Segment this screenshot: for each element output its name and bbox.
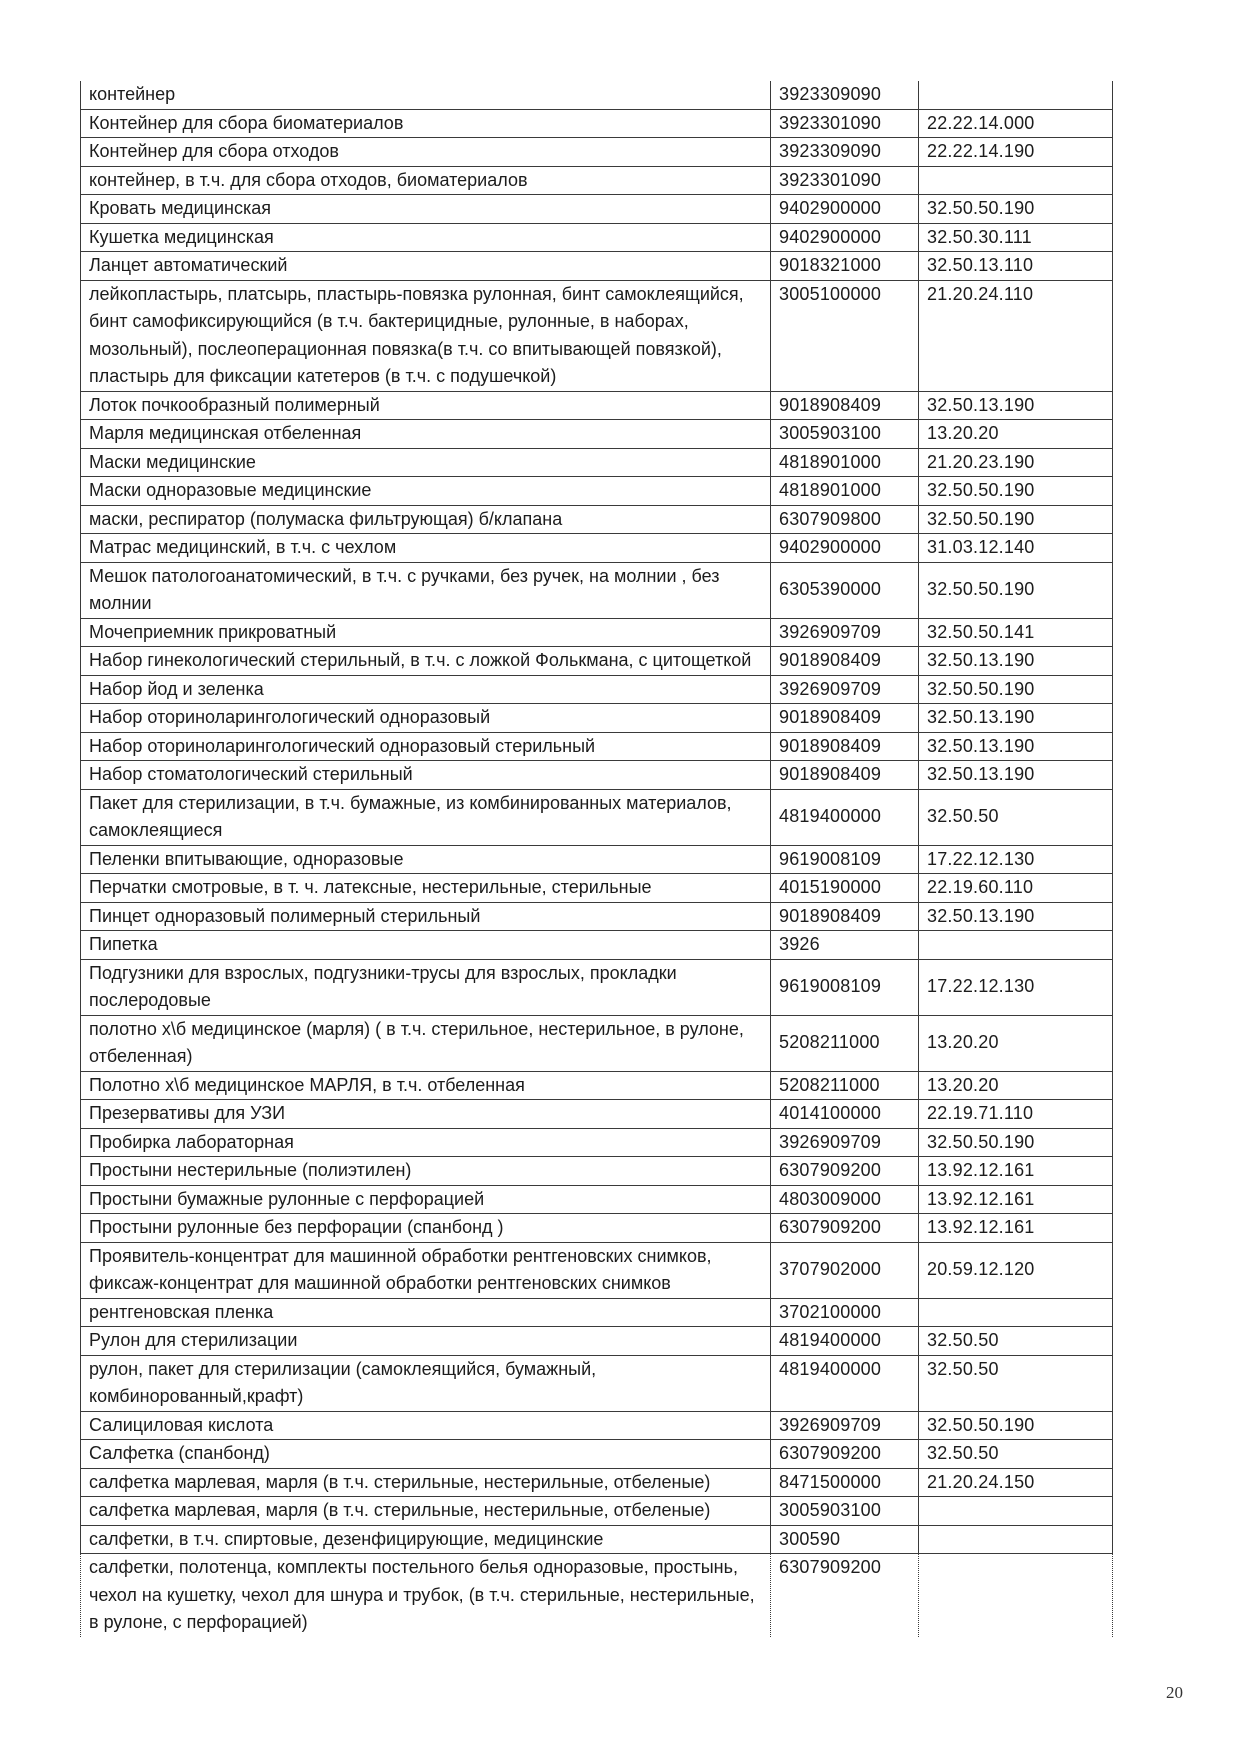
product-name-cell: Набор оториноларингологический одноразовый стерильный [81, 732, 771, 761]
tnved-code-cell: 3707902000 [771, 1242, 919, 1298]
product-name-cell: контейнер [81, 81, 771, 109]
table-row [81, 195, 1113, 224]
product-codes-table [80, 81, 1113, 1637]
okpd2-code-cell: 32.50.50.190 [919, 1411, 1113, 1440]
table-row [81, 618, 1113, 647]
table-row [81, 1440, 1113, 1469]
okpd2-code-cell: 32.50.50.190 [919, 477, 1113, 506]
tnved-code-cell: 6307909800 [771, 505, 919, 534]
table-row [81, 138, 1113, 167]
tnved-code-cell: 6305390000 [771, 562, 919, 618]
okpd2-code-cell: 13.92.12.161 [919, 1214, 1113, 1243]
tnved-code-cell: 3923301090 [771, 109, 919, 138]
table-row [81, 280, 1113, 391]
okpd2-code-cell: 21.20.24.150 [919, 1468, 1113, 1497]
tnved-code-cell: 9018908409 [771, 391, 919, 420]
okpd2-code-cell: 32.50.50 [919, 1327, 1113, 1356]
tnved-code-cell: 3005903100 [771, 1497, 919, 1526]
okpd2-code-cell [919, 1298, 1113, 1327]
okpd2-code-cell: 32.50.13.190 [919, 761, 1113, 790]
product-name-cell: Пипетка [81, 931, 771, 960]
product-name-cell: Пеленки впитывающие, одноразовые [81, 845, 771, 874]
product-name-cell: Контейнер для сбора биоматериалов [81, 109, 771, 138]
table-row [81, 109, 1113, 138]
table-row [81, 845, 1113, 874]
tnved-code-cell: 4014100000 [771, 1100, 919, 1129]
okpd2-code-cell [919, 1554, 1113, 1637]
product-name-cell: Подгузники для взрослых, подгузники-трусы для взрослых, прокладки послеродовые [81, 959, 771, 1015]
product-name-cell: Маски медицинские [81, 448, 771, 477]
table-row [81, 505, 1113, 534]
product-name-cell: салфетки, полотенца, комплекты постельного белья одноразовые, простынь, чехол на кушетку, чехол для шнура и трубок, (в т.ч. стерильные, нестерильные, в рулоне, с перфорацией) [81, 1554, 771, 1637]
table-body [81, 81, 1113, 1637]
okpd2-code-cell [919, 166, 1113, 195]
product-name-cell: маски, респиратор (полумаска фильтрующая) б/клапана [81, 505, 771, 534]
okpd2-code-cell: 32.50.13.190 [919, 647, 1113, 676]
tnved-code-cell: 9018908409 [771, 647, 919, 676]
table-row [81, 1298, 1113, 1327]
table-row [81, 252, 1113, 281]
table-row [81, 732, 1113, 761]
product-name-cell: салфетка марлевая, марля (в т.ч. стерильные, нестерильные, отбеленые) [81, 1497, 771, 1526]
table-row [81, 1100, 1113, 1129]
table-row [81, 959, 1113, 1015]
tnved-code-cell: 9018321000 [771, 252, 919, 281]
product-name-cell: полотно х\б медицинское (марля) ( в т.ч. стерильное, нестерильное, в рулоне, отбеленная) [81, 1015, 771, 1071]
tnved-code-cell: 6307909200 [771, 1440, 919, 1469]
okpd2-code-cell: 32.50.50.190 [919, 195, 1113, 224]
table-row [81, 1071, 1113, 1100]
okpd2-code-cell: 21.20.23.190 [919, 448, 1113, 477]
okpd2-code-cell: 32.50.13.110 [919, 252, 1113, 281]
product-name-cell: Набор стоматологический стерильный [81, 761, 771, 790]
tnved-code-cell: 3926909709 [771, 675, 919, 704]
tnved-code-cell: 3926909709 [771, 1128, 919, 1157]
table-row [81, 902, 1113, 931]
okpd2-code-cell: 17.22.12.130 [919, 959, 1113, 1015]
product-name-cell: Пинцет одноразовый полимерный стерильный [81, 902, 771, 931]
tnved-code-cell: 9619008109 [771, 959, 919, 1015]
okpd2-code-cell: 32.50.50 [919, 789, 1113, 845]
tnved-code-cell: 9402900000 [771, 195, 919, 224]
tnved-code-cell: 9619008109 [771, 845, 919, 874]
table-row [81, 931, 1113, 960]
table-row [81, 1242, 1113, 1298]
tnved-code-cell: 9018908409 [771, 704, 919, 733]
tnved-code-cell: 4819400000 [771, 1355, 919, 1411]
tnved-code-cell: 3005903100 [771, 420, 919, 449]
okpd2-code-cell: 31.03.12.140 [919, 534, 1113, 563]
table-row [81, 391, 1113, 420]
tnved-code-cell: 9018908409 [771, 761, 919, 790]
okpd2-code-cell: 32.50.50 [919, 1440, 1113, 1469]
okpd2-code-cell: 22.22.14.190 [919, 138, 1113, 167]
product-name-cell: Кровать медицинская [81, 195, 771, 224]
product-name-cell: лейкопластырь, платсырь, пластырь-повязка рулонная, бинт самоклеящийся, бинт самофиксирующийся (в т.ч. бактерицидные, рулонные, в наборах, мозольный), послеоперационная повязка(в т.ч. со впитывающей повязкой), пластырь для фиксации катетеров (в т.ч. с подушечкой) [81, 280, 771, 391]
product-name-cell: Маски одноразовые медицинские [81, 477, 771, 506]
tnved-code-cell: 5208211000 [771, 1071, 919, 1100]
okpd2-code-cell [919, 1497, 1113, 1526]
product-name-cell: Набор гинекологический стерильный, в т.ч. с ложкой Фолькмана, с цитощеткой [81, 647, 771, 676]
product-name-cell: Мешок патологоанатомический, в т.ч. с ручками, без ручек, на молнии , без молнии [81, 562, 771, 618]
product-name-cell: Пакет для стерилизации, в т.ч. бумажные, из комбинированных материалов, самоклеящиеся [81, 789, 771, 845]
table-row [81, 477, 1113, 506]
table-row [81, 1411, 1113, 1440]
table-row [81, 1015, 1113, 1071]
tnved-code-cell: 8471500000 [771, 1468, 919, 1497]
product-name-cell: Проявитель-концентрат для машинной обработки рентгеновских снимков, фиксаж-концентрат для машинной обработки рентгеновских снимков [81, 1242, 771, 1298]
product-name-cell: Простыни рулонные без перфорации (спанбонд ) [81, 1214, 771, 1243]
table-row [81, 874, 1113, 903]
tnved-code-cell: 4818901000 [771, 448, 919, 477]
okpd2-code-cell: 20.59.12.120 [919, 1242, 1113, 1298]
tnved-code-cell: 9402900000 [771, 223, 919, 252]
okpd2-code-cell: 13.20.20 [919, 420, 1113, 449]
okpd2-code-cell: 13.92.12.161 [919, 1185, 1113, 1214]
tnved-code-cell: 3923301090 [771, 166, 919, 195]
tnved-code-cell: 4818901000 [771, 477, 919, 506]
product-name-cell: Кушетка медицинская [81, 223, 771, 252]
okpd2-code-cell: 22.19.60.110 [919, 874, 1113, 903]
product-name-cell: Лоток почкообразный полимерный [81, 391, 771, 420]
tnved-code-cell: 6307909200 [771, 1554, 919, 1637]
table-row [81, 761, 1113, 790]
tnved-code-cell: 9018908409 [771, 732, 919, 761]
okpd2-code-cell: 22.19.71.110 [919, 1100, 1113, 1129]
okpd2-code-cell: 32.50.13.190 [919, 704, 1113, 733]
okpd2-code-cell: 13.20.20 [919, 1071, 1113, 1100]
okpd2-code-cell: 22.22.14.000 [919, 109, 1113, 138]
tnved-code-cell: 5208211000 [771, 1015, 919, 1071]
product-name-cell: Рулон для стерилизации [81, 1327, 771, 1356]
table-row [81, 448, 1113, 477]
product-name-cell: Простыни нестерильные (полиэтилен) [81, 1157, 771, 1186]
okpd2-code-cell: 21.20.24.110 [919, 280, 1113, 391]
table-row [81, 223, 1113, 252]
table-row [81, 647, 1113, 676]
tnved-code-cell: 3926909709 [771, 1411, 919, 1440]
table-row [81, 1468, 1113, 1497]
product-name-cell: Перчатки смотровые, в т. ч. латексные, нестерильные, стерильные [81, 874, 771, 903]
okpd2-code-cell: 32.50.50.190 [919, 505, 1113, 534]
product-name-cell: салфетки, в т.ч. спиртовые, дезенфицирующие, медицинские [81, 1525, 771, 1554]
product-name-cell: рентгеновская пленка [81, 1298, 771, 1327]
product-name-cell: Контейнер для сбора отходов [81, 138, 771, 167]
tnved-code-cell: 3702100000 [771, 1298, 919, 1327]
tnved-code-cell: 3923309090 [771, 138, 919, 167]
tnved-code-cell: 3005100000 [771, 280, 919, 391]
product-name-cell: Матрас медицинский, в т.ч. с чехлом [81, 534, 771, 563]
table-row [81, 1327, 1113, 1356]
product-name-cell: контейнер, в т.ч. для сбора отходов, биоматериалов [81, 166, 771, 195]
okpd2-code-cell: 13.92.12.161 [919, 1157, 1113, 1186]
okpd2-code-cell: 32.50.50.190 [919, 562, 1113, 618]
table-row [81, 166, 1113, 195]
tnved-code-cell: 6307909200 [771, 1157, 919, 1186]
product-name-cell: Пробирка лабораторная [81, 1128, 771, 1157]
tnved-code-cell: 4803009000 [771, 1185, 919, 1214]
okpd2-code-cell: 17.22.12.130 [919, 845, 1113, 874]
tnved-code-cell: 300590 [771, 1525, 919, 1554]
table-row [81, 1128, 1113, 1157]
table-row [81, 789, 1113, 845]
table-row [81, 1185, 1113, 1214]
product-name-cell: Набор йод и зеленка [81, 675, 771, 704]
product-name-cell: Марля медицинская отбеленная [81, 420, 771, 449]
table-row [81, 534, 1113, 563]
table-row [81, 1497, 1113, 1526]
okpd2-code-cell: 32.50.50.141 [919, 618, 1113, 647]
okpd2-code-cell: 32.50.50.190 [919, 675, 1113, 704]
product-name-cell: Простыни бумажные рулонные с перфорацией [81, 1185, 771, 1214]
okpd2-code-cell: 32.50.13.190 [919, 902, 1113, 931]
tnved-code-cell: 4015190000 [771, 874, 919, 903]
okpd2-code-cell [919, 931, 1113, 960]
tnved-code-cell: 9402900000 [771, 534, 919, 563]
tnved-code-cell: 3923309090 [771, 81, 919, 109]
okpd2-code-cell: 32.50.13.190 [919, 732, 1113, 761]
tnved-code-cell: 4819400000 [771, 789, 919, 845]
product-name-cell: Салициловая кислота [81, 1411, 771, 1440]
product-name-cell: рулон, пакет для стерилизации (самоклеящийся, бумажный, комбинорованный,крафт) [81, 1355, 771, 1411]
tnved-code-cell: 9018908409 [771, 902, 919, 931]
product-name-cell: Презервативы для УЗИ [81, 1100, 771, 1129]
okpd2-code-cell: 32.50.13.190 [919, 391, 1113, 420]
product-name-cell: Набор оториноларингологический одноразовый [81, 704, 771, 733]
product-name-cell: Полотно х\б медицинское МАРЛЯ, в т.ч. отбеленная [81, 1071, 771, 1100]
tnved-code-cell: 3926 [771, 931, 919, 960]
okpd2-code-cell: 13.20.20 [919, 1015, 1113, 1071]
product-name-cell: салфетка марлевая, марля (в т.ч. стерильные, нестерильные, отбеленые) [81, 1468, 771, 1497]
product-name-cell: Ланцет автоматический [81, 252, 771, 281]
table-row [81, 420, 1113, 449]
table-row [81, 562, 1113, 618]
tnved-code-cell: 4819400000 [771, 1327, 919, 1356]
table-row [81, 81, 1113, 109]
page-number: 20 [1166, 1683, 1183, 1702]
okpd2-code-cell: 32.50.50 [919, 1355, 1113, 1411]
tnved-code-cell: 3926909709 [771, 618, 919, 647]
tnved-code-cell: 6307909200 [771, 1214, 919, 1243]
table-row [81, 1214, 1113, 1243]
okpd2-code-cell: 32.50.30.111 [919, 223, 1113, 252]
okpd2-code-cell [919, 81, 1113, 109]
table-row [81, 704, 1113, 733]
product-name-cell: Мочеприемник прикроватный [81, 618, 771, 647]
table-row [81, 1355, 1113, 1411]
table-row [81, 675, 1113, 704]
product-name-cell: Салфетка (спанбонд) [81, 1440, 771, 1469]
table-row [81, 1554, 1113, 1637]
table-row [81, 1157, 1113, 1186]
okpd2-code-cell [919, 1525, 1113, 1554]
okpd2-code-cell: 32.50.50.190 [919, 1128, 1113, 1157]
table-row [81, 1525, 1113, 1554]
